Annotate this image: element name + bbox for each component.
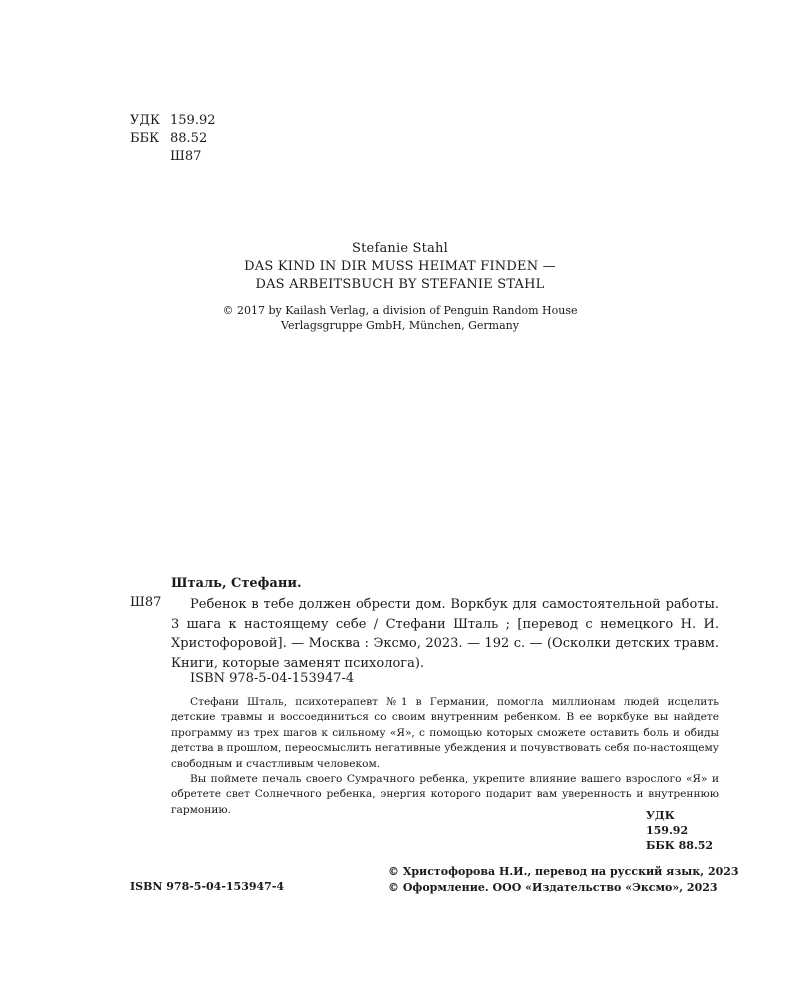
- original-title-line1: DAS KIND IN DIR MUSS HEIMAT FINDEN —: [244, 259, 556, 274]
- footer-udk: УДК 159.92: [646, 809, 689, 837]
- annotation-paragraph-2: Вы поймете печаль своего Сумрачного ребенка, укрепите влияние вашего взрослого «Я» и обретете свет Солнечного ребенка, энергия которого подарит вам уверенность и внутреннюю гармонию.: [171, 773, 719, 816]
- author-mark-row: [130, 148, 216, 166]
- original-copyright: [0, 303, 800, 333]
- udk-row: [130, 112, 216, 130]
- annotation-paragraph-1: Стефани Шталь, психотерапевт №1 в Германии, помогла миллионам людей исцелить детские травмы и воссоединиться со своим внутренним ребенком. В ее воркбуке вы найдете программу из трех шагов к сильному «Я», с помощью которых сможете оставить боль и обиды детства в прошлом, переосмыслить негативные убеждения и почувствовать себя по-настоящему свободным и счастливым человеком.: [171, 696, 719, 770]
- udk-label: УДК: [130, 113, 161, 128]
- bbk-row: [130, 130, 216, 148]
- annotation: [171, 695, 719, 818]
- original-edition-block: [0, 240, 800, 294]
- udk-value: 159.92: [170, 113, 216, 128]
- design-rights: © Оформление. ООО «Издательство «Эксмо», 2023: [388, 881, 718, 894]
- bbk-label: ББК: [130, 131, 160, 146]
- author-mark: Ш87: [170, 149, 202, 164]
- catalog-isbn: ISBN 978-5-04-153947-4: [190, 671, 355, 686]
- original-author: Stefanie Stahl: [352, 241, 448, 256]
- footer-isbn: ISBN 978-5-04-153947-4: [130, 880, 285, 893]
- original-copyright-line2: Verlagsgruppe GmbH, München, Germany: [281, 319, 519, 332]
- translation-rights: © Христофорова Н.И., перевод на русский язык, 2023: [388, 865, 739, 878]
- classification-block: [130, 112, 216, 166]
- original-copyright-line1: © 2017 by Kailash Verlag, a division of Penguin Random House: [222, 304, 578, 317]
- footer-rights: [388, 864, 739, 896]
- footer-bbk: ББК 88.52: [646, 839, 714, 852]
- catalog-code: Ш87: [130, 595, 162, 610]
- original-title-line2: DAS ARBEITSBUCH BY STEFANIE STAHL: [255, 277, 545, 292]
- footer-classification: [600, 808, 719, 853]
- catalog-description: Ребенок в тебе должен обрести дом. Воркбук для самостоятельной работы. 3 шага к настоящему себе / Стефани Шталь ; [перевод с немецкого Н. И. Христофоровой]. — Москва : Эксмо, 2023. — 192 с. — (Осколки детских травм. Книги, которые заменят психолога).: [171, 597, 719, 671]
- bbk-value: 88.52: [170, 131, 208, 146]
- catalog-author-heading: Шталь, Стефани.: [171, 576, 302, 591]
